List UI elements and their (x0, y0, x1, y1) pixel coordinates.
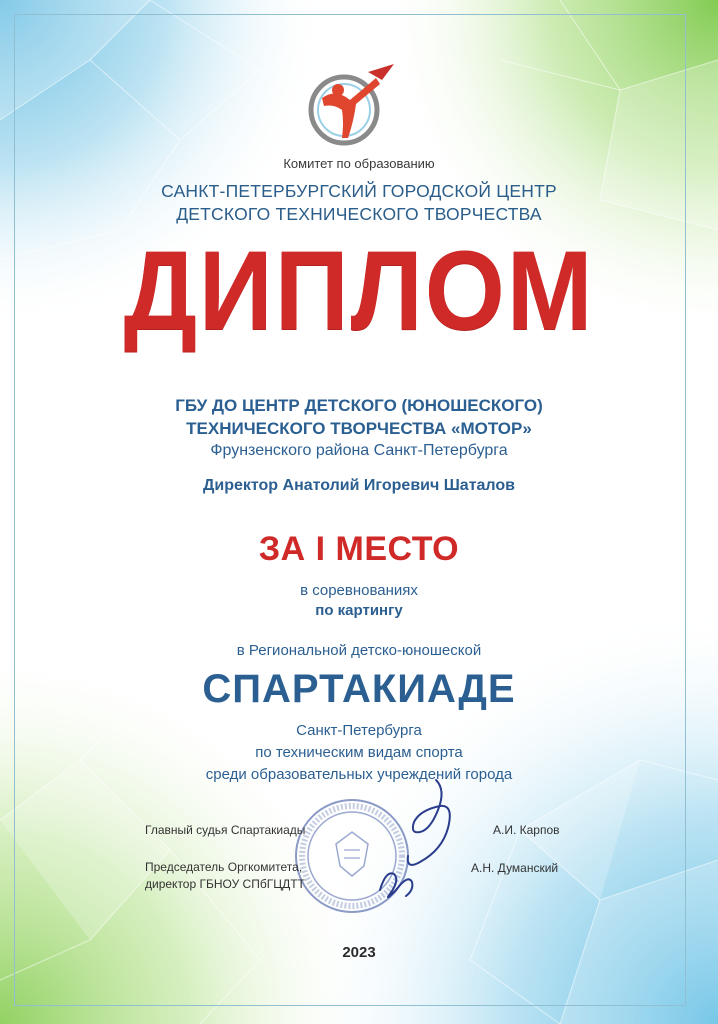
award-place: ЗА I МЕСТО (258, 530, 460, 568)
director-name: Директор Анатолий Игоревич Шаталов (202, 477, 515, 494)
diploma-title: ДИПЛОМ (123, 228, 595, 353)
organization-line1: ГБУ ДО ЦЕНТР ДЕТСКОГО (ЮНОШЕСКОГО) (175, 396, 543, 415)
competition-line2: по картингу (315, 602, 403, 619)
chair-title-line2: директор ГБНОУ СПбГЦДТТ (145, 877, 305, 891)
signature-icon (350, 770, 490, 920)
center-name-line1: САНКТ-ПЕТЕРБУРГСКИЙ ГОРОДСКОЙ ЦЕНТР (161, 181, 557, 201)
event-line2: по техническим видам спорта (255, 744, 463, 761)
organization-line2: ТЕХНИЧЕСКОГО ТВОРЧЕСТВА «МОТОР» (186, 419, 532, 438)
chair-title-line1: Председатель Оргкомитета, (145, 860, 303, 874)
judge-name: А.И. Карпов (493, 823, 560, 837)
chair-title (145, 859, 305, 893)
logo-icon (298, 58, 398, 158)
event-line1: Санкт-Петербурга (296, 722, 422, 739)
event-intro: в Региональной детско-юношеской (236, 642, 482, 659)
event-name: СПАРТАКИАДЕ (202, 667, 516, 711)
competition-line1: в соревнованиях (300, 582, 418, 599)
committee-label: Комитет по образованию (283, 156, 435, 171)
judge-title: Главный судья Спартакиады (145, 823, 306, 837)
center-name-line2: ДЕТСКОГО ТЕХНИЧЕСКОГО ТВОРЧЕСТВА (176, 204, 542, 224)
organization-district: Фрунзенского района Санкт-Петербурга (210, 442, 508, 459)
event-line3: среди образовательных учреждений города (205, 766, 513, 783)
diploma-year: 2023 (342, 944, 376, 961)
chair-name: А.Н. Думанский (471, 861, 559, 875)
